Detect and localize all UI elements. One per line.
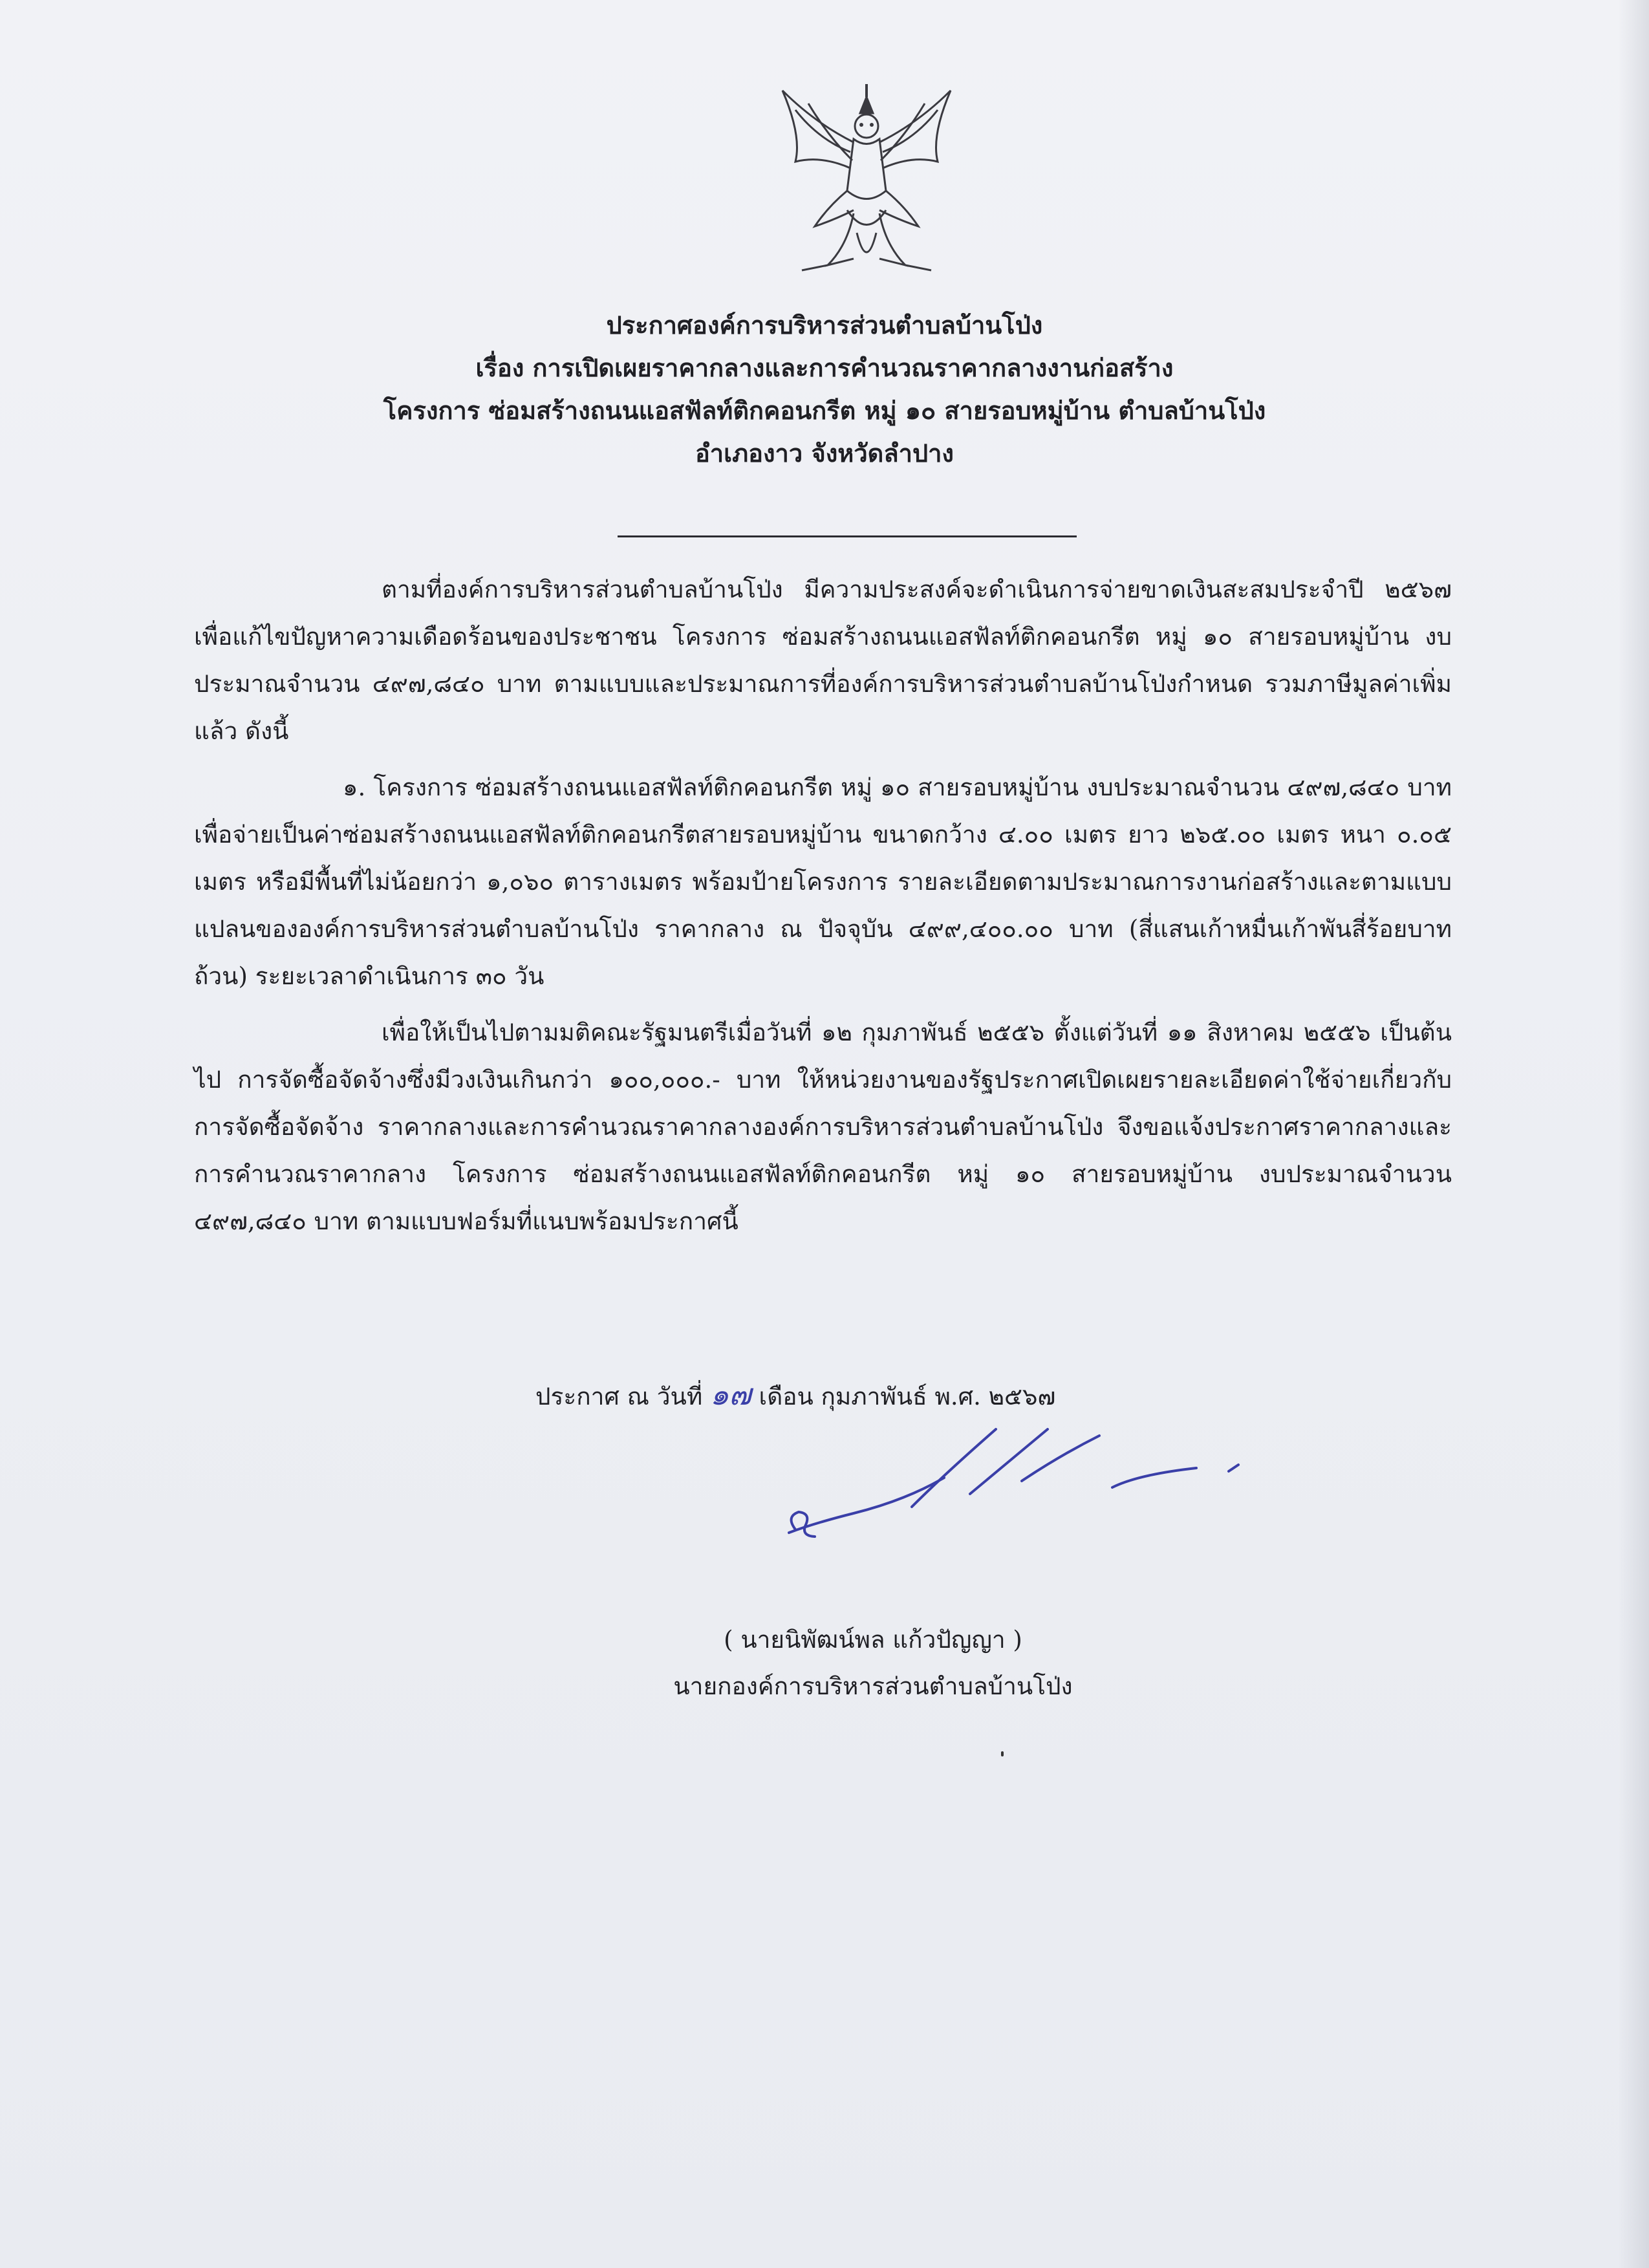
garuda-emblem-icon [757,78,976,285]
body-paragraph-project-item: ๑. โครงการ ซ่อมสร้างถนนแอสฟัลท์ติกคอนกรีต หมู่ ๑๐ สายรอบหมู่บ้าน งบประมาณจำนวน ๔๙๗,๘๔๐ บาท เพื่อจ่ายเป็นค่าซ่อมสร้างถนนแอสฟัลท์ติกคอนกรีตสายรอบหมู่บ้าน ขนาดกว้าง ๔.๐๐ เมตร ยาว ๒๖๕.๐๐ เมตร หนา ๐.๐๕ เมตร หรือมีพื้นที่ไม่น้อยกว่า ๑,๐๖๐ ตารางเมตร พร้อมป้ายโครงการ รายละเอียดตามประมาณการงานก่อสร้างและตามแบบแปลนขององค์การบริหารส่วนตำบลบ้านโป่ง ราคากลาง ณ ปัจจุบัน ๔๙๙,๔๐๐.๐๐ บาท (สี่แสนเก้าหมื่นเก้าพันสี่ร้อยบาทถ้วน) ระยะเวลาดำเนินการ ๓๐ วัน [194,773,1452,990]
body-paragraph-intro: ตามที่องค์การบริหารส่วนตำบลบ้านโป่ง มีความประสงค์จะดำเนินการจ่ายขาดเงินสะสมประจำปี ๒๕๖๗ เพื่อแก้ไขปัญหาความเดือดร้อนของประชาชน โครงการ ซ่อมสร้างถนนแอสฟัลท์ติกคอนกรีต หมู่ ๑๐ สายรอบหมู่บ้าน งบประมาณจำนวน ๔๙๗,๘๔๐ บาท ตามแบบและประมาณการที่องค์การบริหารส่วนตำบลบ้านโป่งกำหนด รวมภาษีมูลค่าเพิ่มแล้ว ดังนี้ [194,576,1452,745]
announcement-body [194,566,1452,1245]
header-title: ประกาศองค์การบริหารส่วนตำบลบ้านโป่ง [606,311,1043,340]
header-location: อำเภองาว จังหวัดลำปาง [695,439,954,468]
date-day-handwritten: ๑๗ [709,1377,751,1412]
header-divider [618,535,1077,537]
header-project: โครงการ ซ่อมสร้างถนนแอสฟัลท์ติกคอนกรีต หมู่ ๑๐ สายรอบหมู่บ้าน ตำบลบ้านโป่ง [383,396,1266,425]
signer-name: ( นายนิพัฒน์พล แก้วปัญญา ) [724,1626,1022,1654]
page-edge-shadow [1618,0,1649,2268]
date-month-year: เดือน กุมภาพันธ์ พ.ศ. ๒๕๖๗ [759,1383,1056,1410]
header-subject: เรื่อง การเปิดเผยราคากลางและการคำนวณราคากลางงานก่อสร้าง [475,354,1174,382]
announcement-header [194,304,1455,475]
date-prefix: ประกาศ ณ วันที่ [535,1383,703,1410]
signer-block [634,1617,1112,1710]
ink-speck [1001,1751,1004,1756]
body-paragraph-cabinet-resolution: เพื่อให้เป็นไปตามมติคณะรัฐมนตรีเมื่อวันที่ ๑๒ กุมภาพันธ์ ๒๕๕๖ ตั้งแต่วันที่ ๑๑ สิงหาคม ๒๕๕๖ เป็นต้นไป การจัดซื้อจัดจ้างซึ่งมีวงเงินเกินกว่า ๑๐๐,๐๐๐.- บาท ให้หน่วยงานของรัฐประกาศเปิดเผยรายละเอียดค่าใช้จ่ายเกี่ยวกับการจัดซื้อจัดจ้าง ราคากลางและการคำนวณราคากลางองค์การบริหารส่วนตำบลบ้านโป่ง จึงขอแจ้งประกาศราคากลางและการคำนวณราคากลาง โครงการ ซ่อมสร้างถนนแอสฟัลท์ติกคอนกรีต หมู่ ๑๐ สายรอบหมู่บ้าน งบประมาณจำนวน ๔๙๗,๘๔๐ บาท ตามแบบฟอร์มที่แนบพร้อมประกาศนี้ [194,1019,1452,1235]
signer-position: นายกองค์การบริหารส่วนตำบลบ้านโป่ง [673,1672,1073,1700]
handwritten-signature [776,1410,1267,1559]
